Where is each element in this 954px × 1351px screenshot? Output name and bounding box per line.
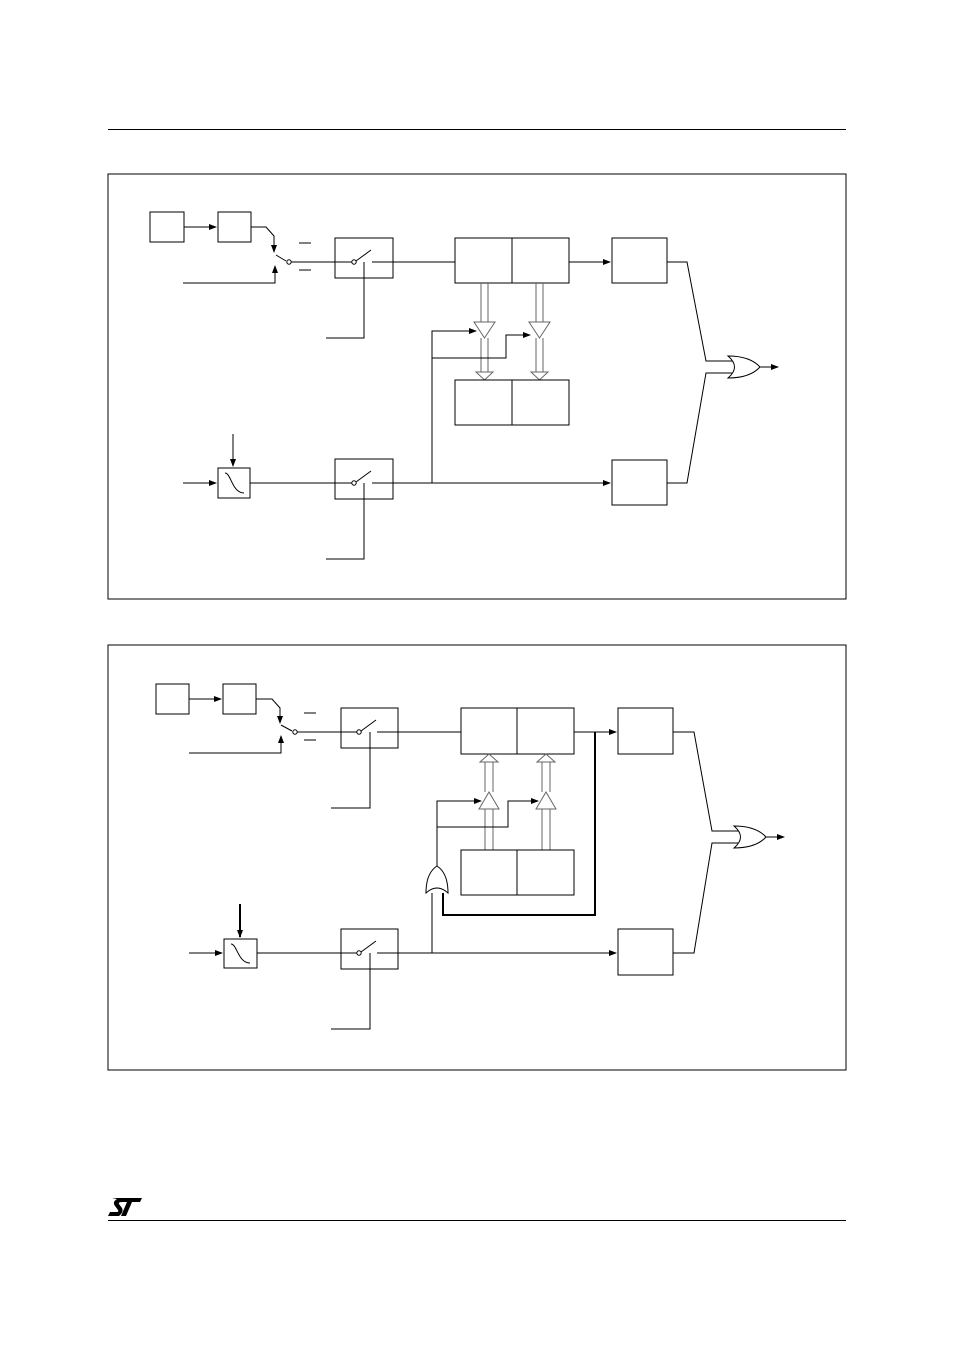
- analog-switch-icon: [326, 238, 393, 338]
- capture-register-low: [517, 850, 574, 895]
- arrow-icon: [183, 266, 275, 283]
- diagram-figure-1: [108, 174, 846, 599]
- source-block-a: [156, 684, 189, 714]
- comparator-icon: [426, 866, 448, 893]
- st-logo-icon: [108, 1196, 144, 1218]
- analog-switch-icon: [331, 708, 398, 808]
- register-low: [517, 708, 574, 754]
- or-gate-icon: [734, 826, 766, 848]
- source-block-a: [150, 212, 184, 242]
- source-block-b: [218, 212, 251, 242]
- arrow-icon: [251, 227, 274, 252]
- analog-switch-icon: [326, 459, 393, 559]
- analog-switch-icon: [331, 929, 398, 1029]
- capture-register-high: [455, 380, 512, 425]
- filter-icon: [224, 939, 257, 968]
- transfer-arrow-icon: [479, 754, 556, 850]
- capture-register-high: [461, 850, 517, 895]
- figure-2-frame: [108, 645, 846, 1070]
- or-gate-icon: [728, 356, 760, 378]
- arrow-icon: [189, 736, 281, 753]
- compare-block-bottom: [618, 929, 673, 975]
- compare-block-top: [612, 238, 667, 283]
- mux-switch-icon: [276, 243, 335, 270]
- footer-rule: [108, 1220, 846, 1221]
- transfer-arrow-icon: [474, 283, 550, 380]
- mux-switch-icon: [281, 713, 341, 740]
- diagram-figure-2: [108, 645, 846, 1070]
- compare-block-top: [618, 708, 673, 754]
- register-high: [461, 708, 517, 754]
- register-high: [455, 238, 512, 283]
- capture-register-low: [512, 380, 569, 425]
- compare-block-bottom: [612, 460, 667, 505]
- source-block-b: [223, 684, 256, 714]
- filter-icon: [218, 468, 250, 498]
- arrow-icon: [256, 699, 280, 723]
- register-low: [512, 238, 569, 283]
